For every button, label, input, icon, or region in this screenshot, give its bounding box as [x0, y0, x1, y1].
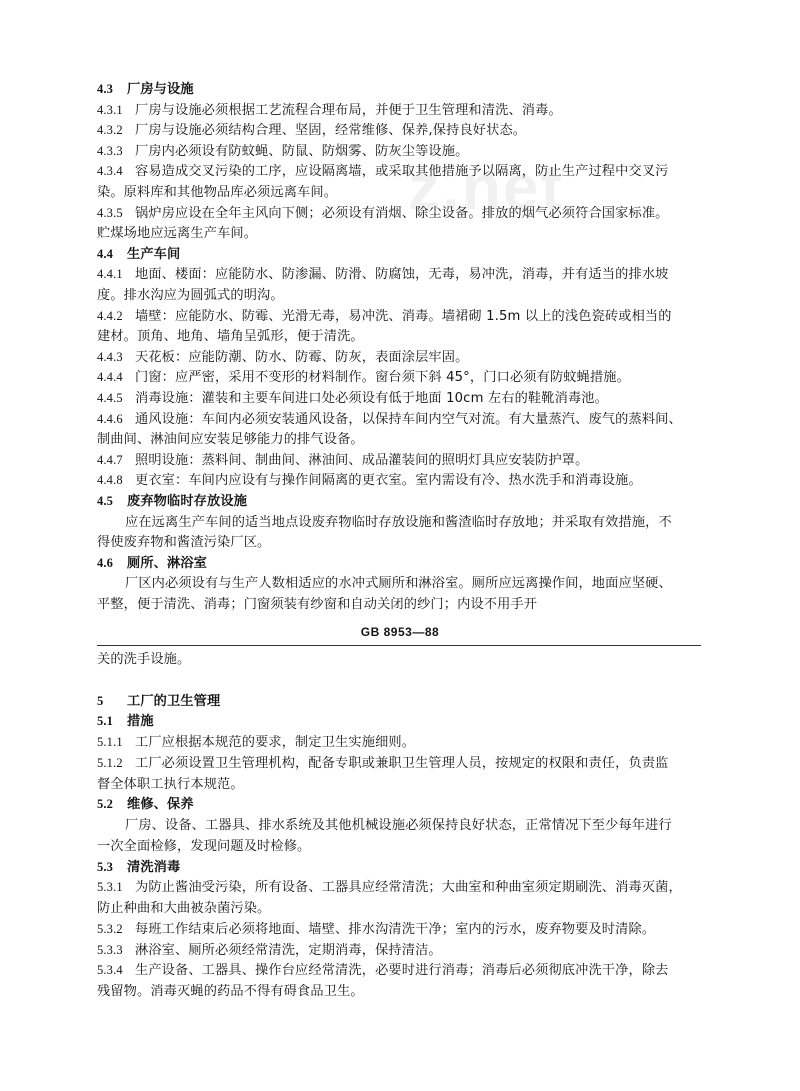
clause-text: 贮煤场地应远离生产车间。: [97, 226, 258, 242]
clause-number: 5.1: [97, 714, 114, 729]
clause-text: 消毒设施：灌装和主要车间进口处必须设有低于地面 10cm 左右的鞋靴消毒池。: [135, 391, 608, 406]
clause-text: 每班工作结束后必须将地面、墙壁、排水沟清洗干净；室内的污水，废弃物要及时清除。: [135, 921, 656, 937]
clause-number: 4.5: [97, 494, 114, 508]
text-line: [97, 389, 704, 408]
clause-text: 厕所、淋浴室: [127, 555, 208, 571]
text-line: [97, 961, 704, 980]
text-line: [97, 101, 704, 120]
clause-text: 厂房与设施必须结构合理、坚固，经常维修、保养,保持良好状态。: [135, 123, 527, 139]
section-heading: [97, 712, 704, 731]
clause-number: 4.3.1: [97, 102, 123, 117]
text-line: [97, 410, 704, 429]
section-heading: [97, 245, 704, 264]
clause-text: 天花板：应能防潮、防水、防霉、防灰，表面涂层牢固。: [135, 349, 469, 365]
section-heading: [97, 80, 704, 99]
clause-text: 厂区内必须设有与生产人数相适应的水冲式厕所和淋浴室。厕所应远离操作间，地面应坚硬、: [125, 576, 672, 592]
clause-text: 制曲间、淋油间应安装足够能力的排气设备。: [97, 432, 364, 448]
clause-text: 生产设备、工器具、操作台应经常清洗，必要时进行消毒；消毒后必须彻底冲洗干净，除去: [135, 963, 669, 979]
section-heading: [97, 858, 704, 877]
clause-text: 督全体职工执行本规范。: [97, 776, 244, 792]
text-line: [97, 816, 704, 835]
text-line: [97, 121, 704, 140]
section-heading: [97, 492, 704, 511]
clause-text: 废弃物临时存放设施: [127, 494, 248, 509]
text-line: [97, 471, 704, 490]
text-line: [97, 595, 704, 614]
clause-number: 4.4.1: [97, 267, 123, 282]
section-heading: [97, 795, 704, 814]
clause-number: 4.3.3: [97, 143, 123, 158]
text-line: [97, 837, 704, 856]
clause-text: 工厂应根据本规范的要求，制定卫生实施细则。: [135, 735, 416, 750]
clause-number: 5.3.1: [97, 880, 123, 895]
clause-text: 措施: [127, 714, 154, 730]
clause-number: 5.1.1: [97, 735, 123, 749]
clause-text: 更衣室：车间内应设有与操作间隔离的更衣室。室内需设有冷、热水洗手和消毒设施。: [135, 473, 642, 489]
clause-text: 厂房、设备、工器具、排水系统及其他机械设施必须保持良好状态，正常情况下至少每年进行: [125, 818, 672, 833]
text-line: [97, 878, 704, 897]
clause-text: 关的洗手设施。: [97, 652, 191, 667]
text-line: [97, 982, 704, 1001]
footer-divider: [97, 645, 701, 646]
text-line: [97, 327, 704, 346]
clause-text: 厂房与设施必须根据工艺流程合理布局，并便于卫生管理和清洗、消毒。: [135, 102, 562, 118]
clause-text: 门窗：应严密，采用不变形的材料制作。窗台须下斜 45°，门口必须有防蚊蝇措施。: [135, 370, 630, 386]
text-line: [97, 533, 704, 552]
text-line: [97, 650, 704, 669]
clause-text: 染。原料库和其他物品库必须远离车间。: [97, 185, 338, 200]
text-line: [97, 941, 704, 960]
clause-text: 淋浴室、厕所必须经常清洗，定期消毒，保持清洁。: [135, 942, 442, 958]
clause-number: 5.3: [97, 859, 114, 874]
clause-text: 一次全面检修，发现问题及时检修。: [97, 838, 311, 854]
text-line: [97, 265, 704, 284]
clause-text: 为防止酱油受污染，所有设备、工器具应经常清洗；大曲室和种曲室须定期刷洗、消毒灭菌，: [135, 880, 682, 896]
clause-text: 照明设施：蒸料间、制曲间、淋油间、成品灌装间的照明灯具应安装防护罩。: [135, 452, 589, 468]
text-line: [97, 899, 704, 918]
text-line: [97, 920, 704, 939]
section-heading: [97, 554, 704, 573]
clause-number: 5.3.3: [97, 942, 123, 957]
clause-text: 维修、保养: [127, 797, 194, 813]
text-line: [97, 368, 704, 387]
clause-number: 4.6: [97, 555, 114, 570]
clause-number: 4.3.5: [97, 205, 123, 220]
clause-text: 厂房与设施: [127, 82, 194, 97]
clause-number: 5.2: [97, 797, 114, 812]
clause-number: 4.4.8: [97, 473, 123, 488]
clause-text: 残留物。消毒灭蝇的药品不得有碍食品卫生。: [97, 984, 364, 999]
text-line: [97, 204, 704, 223]
clause-text: 地面、楼面：应能防水、防渗漏、防滑、防腐蚀，无毒，易冲洗，消毒，并有适当的排水坡: [135, 267, 669, 283]
section-heading: [97, 692, 704, 711]
text-line: [97, 307, 704, 326]
clause-text: 生产车间: [127, 246, 181, 262]
clause-text: 建材。顶角、地角、墙角呈弧形，便于清洗。: [97, 329, 364, 345]
text-line: [97, 348, 704, 367]
text-line: [97, 286, 704, 305]
clause-text: 墙壁：应能防水、防霉、光滑无毒，易冲洗、消毒。墙裙砌 1.5m 以上的浅色瓷砖或相当的: [135, 308, 672, 324]
clause-number: 5.3.2: [97, 921, 123, 936]
clause-number: 4.4.2: [97, 308, 123, 323]
text-line: [97, 451, 704, 470]
clause-text: 清洗消毒: [127, 859, 181, 875]
text-line: [97, 224, 704, 243]
text-line: [97, 430, 704, 449]
text-line: [97, 142, 704, 161]
clause-number: 5: [97, 693, 104, 708]
text-line: [97, 513, 704, 532]
clause-number: 5.3.4: [97, 963, 123, 978]
clause-text: 得使废弃物和酱渣污染厂区。: [97, 535, 271, 551]
text-line: [97, 162, 704, 181]
clause-number: 4.4.7: [97, 452, 123, 467]
watermark: z.net: [408, 151, 564, 223]
clause-text: 应在远离生产车间的适当地点设废弃物临时存放设施和酱渣临时存放地；并采取有效措施，不: [125, 514, 672, 530]
clause-number: 4.3: [97, 82, 114, 96]
clause-number: 4.4.4: [97, 370, 123, 385]
text-line: [97, 183, 704, 202]
clause-number: 5.1.2: [97, 755, 123, 770]
clause-number: 4.4.3: [97, 349, 123, 364]
clause-text: 工厂必须设置卫生管理机构，配备专职或兼职卫生管理人员，按规定的权限和责任，负责监: [135, 755, 669, 771]
clause-text: 锅炉房应设在全年主风向下侧；必须设有消烟、除尘设备。排放的烟气必须符合国家标准。: [135, 205, 669, 221]
clause-text: 厂房内必须设有防蚊蝇、防鼠、防烟雾、防灰尘等设施。: [135, 143, 469, 159]
clause-text: 平整，便于清洗、消毒；门窗须装有纱窗和自动关闭的纱门；内设不用手开: [97, 597, 538, 612]
clause-text: 度。排水沟应为圆弧式的明沟。: [97, 288, 284, 303]
text-line: [97, 775, 704, 794]
clause-number: 4.4.5: [97, 391, 123, 405]
text-line: [97, 754, 704, 773]
clause-number: 4.4.6: [97, 411, 123, 426]
clause-number: 4.4: [97, 246, 114, 261]
clause-number: 4.3.4: [97, 164, 123, 179]
clause-text: 通风设施：车间内必须安装通风设备，以保持车间内空气对流。有大量蒸汽、废气的蒸料间、: [135, 411, 682, 427]
clause-text: 防止种曲和大曲被杂菌污染。: [97, 901, 271, 916]
clause-number: 4.3.2: [97, 123, 123, 138]
clause-text: 容易造成交叉污染的工序，应设隔离墙，或采取其他措施予以隔离，防止生产过程中交叉污: [135, 164, 669, 180]
text-line: [97, 574, 704, 593]
page-footer-standard-number: GB 8953—88: [360, 625, 440, 639]
text-line: [97, 733, 704, 752]
clause-text: 工厂的卫生管理: [127, 693, 221, 709]
